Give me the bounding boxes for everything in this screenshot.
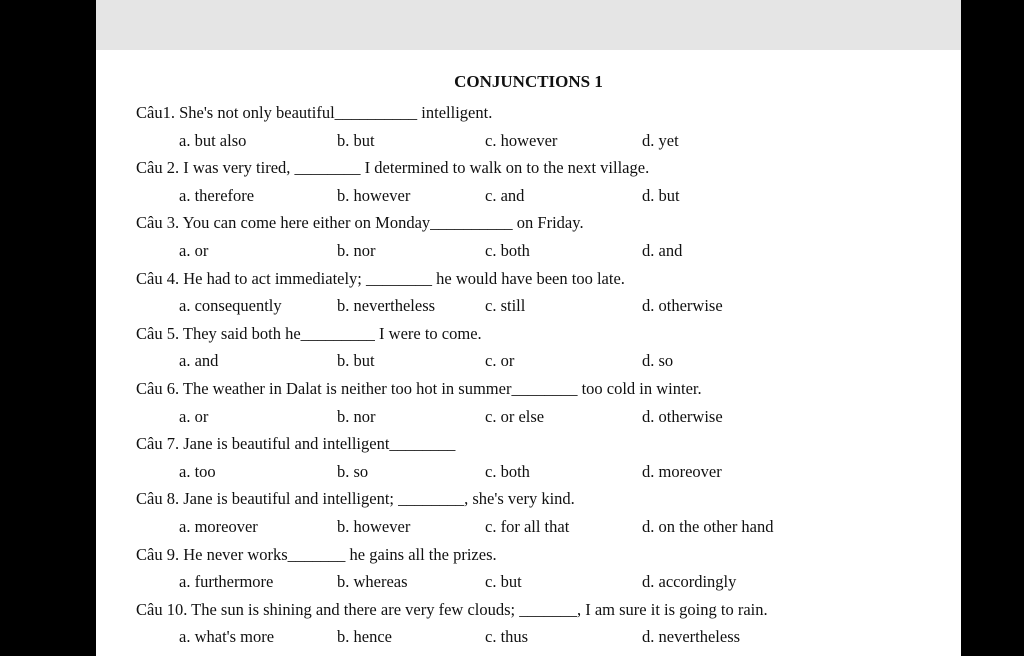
option-a: a. too	[179, 461, 216, 481]
option-c: c. for all that	[485, 516, 570, 536]
question-options	[136, 623, 936, 651]
question-stem: Câu 9. He never works_______ he gains all the prizes.	[136, 544, 497, 564]
option-a: a. furthermore	[179, 572, 274, 592]
question-options	[136, 127, 936, 155]
option-d: d. but	[642, 185, 680, 205]
option-a: a. therefore	[179, 185, 255, 205]
question-options	[136, 292, 936, 320]
option-c: c. however	[485, 130, 558, 150]
question-2	[136, 154, 936, 209]
option-a: a. or	[179, 240, 209, 260]
option-d: d. yet	[642, 130, 679, 150]
question-stem: Câu 7. Jane is beautiful and intelligent________	[136, 434, 456, 454]
question-stem: Câu1. She's not only beautiful__________ intelligent.	[136, 103, 493, 122]
option-a: a. and	[179, 351, 219, 371]
option-c: c. or else	[485, 406, 545, 426]
document-page	[96, 0, 961, 656]
question-stem: Câu 6. The weather in Dalat is neither too hot in summer________ too cold in winter.	[136, 378, 702, 398]
option-b: b. nevertheless	[337, 296, 436, 316]
option-c: c. both	[485, 461, 530, 481]
question-3	[136, 209, 936, 264]
option-b: b. but	[337, 130, 375, 150]
question-list	[136, 99, 936, 651]
title-text: CONJUNCTIONS 1	[454, 72, 603, 91]
option-a: a. moreover	[179, 516, 258, 536]
option-d: d. nevertheless	[642, 627, 741, 647]
option-b: b. nor	[337, 240, 376, 260]
question-1	[136, 99, 936, 154]
page-title	[96, 72, 961, 92]
option-a: a. what's more	[179, 627, 275, 647]
option-b: b. so	[337, 461, 369, 481]
question-stem: Câu 4. He had to act immediately; ________ he would have been too late.	[136, 268, 625, 288]
option-d: d. moreover	[642, 461, 722, 481]
question-options	[136, 403, 936, 431]
question-options	[136, 513, 936, 541]
question-stem: Câu 10. The sun is shining and there are very few clouds; _______, I am sure it is going to rain.	[136, 599, 768, 619]
option-a: a. consequently	[179, 296, 282, 316]
question-options	[136, 347, 936, 375]
option-d: d. otherwise	[642, 296, 723, 316]
option-a: a. or	[179, 406, 209, 426]
question-options	[136, 237, 936, 265]
option-c: c. but	[485, 572, 522, 592]
question-stem: Câu 5. They said both he_________ I were to come.	[136, 323, 482, 343]
question-options	[136, 458, 936, 486]
question-options	[136, 182, 936, 210]
option-b: b. but	[337, 351, 375, 371]
question-8	[136, 485, 936, 540]
question-4	[136, 265, 936, 320]
option-c: c. both	[485, 240, 530, 260]
question-options	[136, 568, 936, 596]
option-b: b. hence	[337, 627, 392, 647]
option-b: b. however	[337, 516, 411, 536]
option-c: c. or	[485, 351, 515, 371]
option-d: d. accordingly	[642, 572, 737, 592]
question-stem: Câu 3. You can come here either on Monday__________ on Friday.	[136, 213, 584, 233]
option-b: b. however	[337, 185, 411, 205]
question-5	[136, 320, 936, 375]
question-stem: Câu 2. I was very tired, ________ I determined to walk on to the next village.	[136, 158, 650, 178]
question-9	[136, 541, 936, 596]
option-c: c. still	[485, 296, 526, 316]
option-d: d. on the other hand	[642, 516, 774, 536]
option-b: b. whereas	[337, 572, 408, 592]
option-b: b. nor	[337, 406, 376, 426]
question-10	[136, 596, 936, 651]
option-c: c. and	[485, 185, 525, 205]
option-d: d. and	[642, 240, 683, 260]
question-7	[136, 430, 936, 485]
option-c: c. thus	[485, 627, 529, 647]
page-top-margin	[96, 0, 961, 50]
option-d: d. so	[642, 351, 674, 371]
question-6	[136, 375, 936, 430]
option-d: d. otherwise	[642, 406, 723, 426]
option-a: a. but also	[179, 130, 247, 150]
question-stem: Câu 8. Jane is beautiful and intelligent; ________, she's very kind.	[136, 489, 575, 509]
